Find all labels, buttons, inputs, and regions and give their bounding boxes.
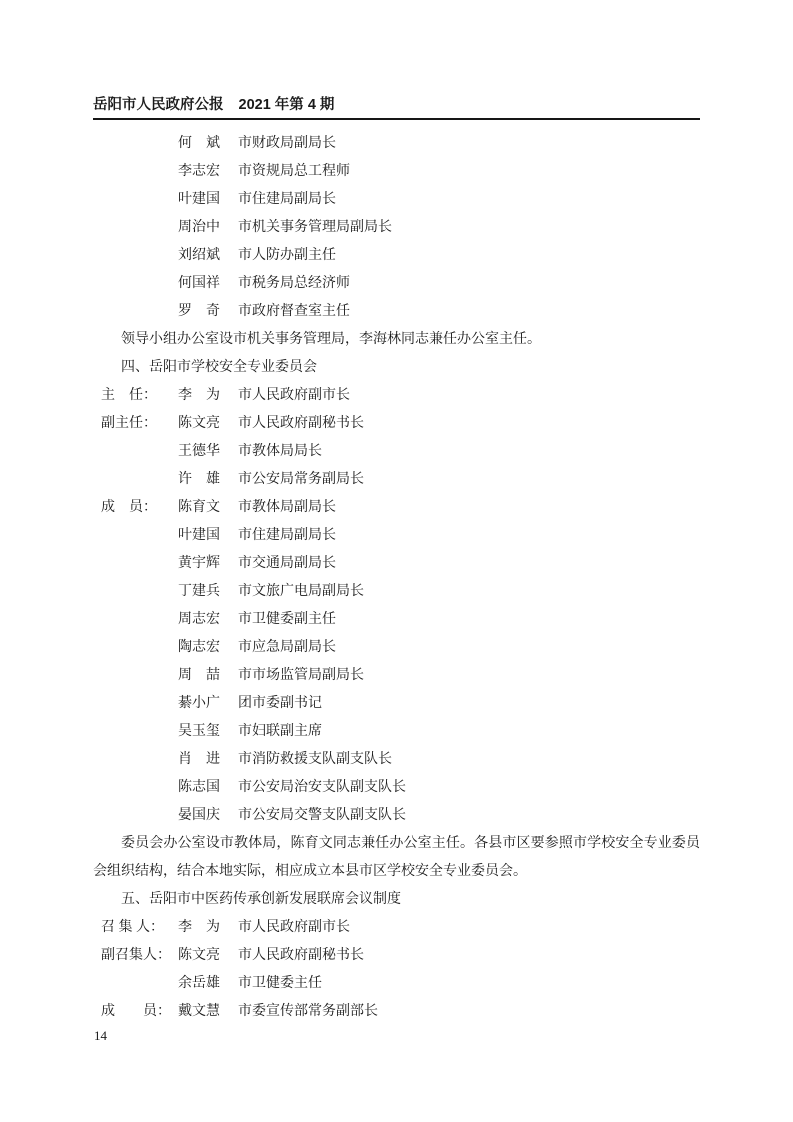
member-title: 市公安局治安支队副支队长 [238, 780, 406, 795]
roster-row [93, 466, 700, 494]
member-name: 许 雄 [178, 472, 220, 487]
member-name: 陈文亮 [178, 948, 220, 963]
member-name: 叶建国 [178, 192, 220, 207]
roster-row [93, 438, 700, 466]
member-title: 市资规局总工程师 [238, 164, 350, 179]
roster-row [93, 606, 700, 634]
member-title: 市住建局副局长 [238, 192, 336, 207]
member-name: 周志宏 [178, 612, 220, 627]
section4-heading: 四、岳阳市学校安全专业委员会 [121, 360, 317, 375]
roster-row [93, 186, 700, 214]
roster-row [93, 746, 700, 774]
member-title: 市交通局副局长 [238, 556, 336, 571]
roster-row [93, 914, 700, 942]
member-name: 戴文慧 [178, 1004, 220, 1019]
member-name: 丁建兵 [178, 584, 220, 599]
roster-row [93, 494, 700, 522]
page-number: 14 [94, 1028, 107, 1043]
member-name: 何 斌 [178, 136, 220, 151]
member-title: 市应急局副局长 [238, 640, 336, 655]
intro-office-note: 领导小组办公室设市机关事务管理局，李海林同志兼任办公室主任。 [121, 332, 541, 347]
member-name: 叶建国 [178, 528, 220, 543]
member-name: 陈志国 [178, 780, 220, 795]
member-title: 市文旅广电局副局长 [238, 584, 364, 599]
member-name: 罗 奇 [178, 304, 220, 319]
member-title: 市人防办副主任 [238, 248, 336, 263]
member-name: 李 为 [178, 920, 220, 935]
roster-row [93, 298, 700, 326]
gazette-title: 岳阳市人民政府公报 [93, 97, 224, 113]
member-name: 周治中 [178, 220, 220, 235]
member-name: 周 喆 [178, 668, 220, 683]
member-title: 市政府督查室主任 [238, 304, 350, 319]
member-name: 陈文亮 [178, 416, 220, 431]
member-title: 市消防救援支队副支队长 [238, 752, 392, 767]
roster-row [93, 662, 700, 690]
row-label: 副召集人： [101, 948, 171, 963]
roster-row [93, 802, 700, 830]
member-name: 黄宇辉 [178, 556, 220, 571]
row-label: 成 员： [101, 1004, 171, 1019]
row-label: 召 集 人： [101, 920, 164, 935]
roster-row [93, 214, 700, 242]
section4-office-note: 委员会办公室设市教体局，陈育文同志兼任办公室主任。各县市区要参照市学校安全专业委员会组织结构，结合本地实际，相应成立本县市区学校安全专业委员会。 [93, 836, 700, 879]
roster-row [93, 942, 700, 970]
member-title: 市妇联副主席 [238, 724, 322, 739]
roster-row [93, 130, 700, 158]
roster-row [93, 578, 700, 606]
member-name: 吴玉玺 [178, 724, 220, 739]
member-title: 市财政局副局长 [238, 136, 336, 151]
roster-row [93, 718, 700, 746]
page-content [93, 96, 700, 1026]
section5-roster [93, 914, 700, 1026]
member-title: 市住建局副局长 [238, 528, 336, 543]
roster-row [93, 410, 700, 438]
roster-row [93, 382, 700, 410]
row-label: 成 员： [101, 500, 157, 515]
member-title: 市人民政府副市长 [238, 388, 350, 403]
member-name: 陈育文 [178, 500, 220, 515]
roster-row [93, 158, 700, 186]
member-title: 市教体局副局长 [238, 500, 336, 515]
member-name: 何国祥 [178, 276, 220, 291]
member-name: 肖 进 [178, 752, 220, 767]
section5-heading: 五、岳阳市中医药传承创新发展联席会议制度 [121, 892, 401, 907]
member-title: 市卫健委主任 [238, 976, 322, 991]
issue-label: 2021 年第 4 期 [238, 97, 335, 113]
document-body [93, 130, 700, 1026]
member-title: 市人民政府副市长 [238, 920, 350, 935]
member-title: 市税务局总经济师 [238, 276, 350, 291]
member-title: 市教体局局长 [238, 444, 322, 459]
roster-row [93, 970, 700, 998]
roster-row [93, 634, 700, 662]
member-title: 团市委副书记 [238, 696, 322, 711]
member-title: 市公安局交警支队副支队长 [238, 808, 406, 823]
row-label: 副主任： [101, 416, 157, 431]
row-label: 主 任： [101, 388, 157, 403]
roster-row [93, 270, 700, 298]
member-title: 市公安局常务副局长 [238, 472, 364, 487]
roster-row [93, 998, 700, 1026]
member-title: 市人民政府副秘书长 [238, 948, 364, 963]
running-header [93, 96, 700, 120]
member-name: 晏国庆 [178, 808, 220, 823]
member-title: 市机关事务管理局副局长 [238, 220, 392, 235]
member-name: 王德华 [178, 444, 220, 459]
member-name: 李 为 [178, 388, 220, 403]
member-title: 市市场监管局副局长 [238, 668, 364, 683]
member-name: 綦小广 [178, 696, 220, 711]
roster-row [93, 550, 700, 578]
member-name: 李志宏 [178, 164, 220, 179]
roster-row [93, 690, 700, 718]
member-name: 余岳雄 [178, 976, 220, 991]
roster-row [93, 774, 700, 802]
member-name: 刘绍斌 [178, 248, 220, 263]
member-title: 市委宣传部常务副部长 [238, 1004, 378, 1019]
roster-row [93, 522, 700, 550]
roster-row [93, 242, 700, 270]
section4-roster [93, 382, 700, 830]
member-name: 陶志宏 [178, 640, 220, 655]
intro-roster [93, 130, 700, 326]
member-title: 市人民政府副秘书长 [238, 416, 364, 431]
member-title: 市卫健委副主任 [238, 612, 336, 627]
